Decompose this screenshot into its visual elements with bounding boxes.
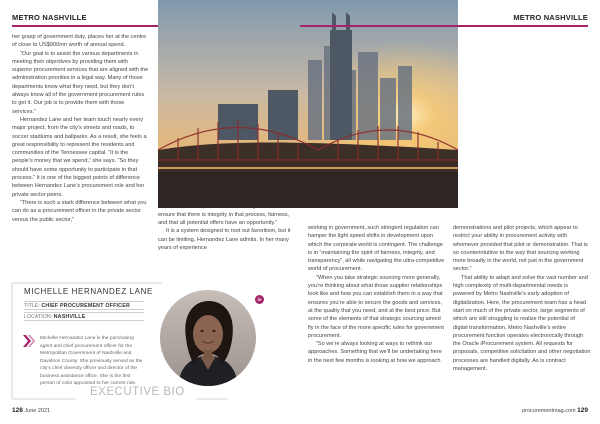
bio-location-key: LOCATION: xyxy=(24,314,53,320)
top-rule-right xyxy=(300,25,588,27)
paragraph: ensure that there is integrity in that process, fairness, and that all potential offers have an opportunity.” xyxy=(158,211,290,227)
right-column-2 xyxy=(453,224,591,373)
chevron-right-icon xyxy=(22,335,36,347)
page-number-right: 129 xyxy=(577,407,588,414)
paragraph: “Our goal is to assist the various departments in meeting their objectives by providing them with superior procurement services that are aligned with the administration priorities in a legal way. Many of those departments know what they need, but they don’t always know all of the government procurement rules to get it. Our job is to provide them with those services.” xyxy=(12,50,149,115)
bio-name: MICHELLE HERNANDEZ LANE xyxy=(24,287,153,296)
paragraph: her grasp of government duty, places her at the centre of close to US$900mn worth of annual spend. xyxy=(12,34,147,49)
section-label-left: METRO NASHVILLE xyxy=(12,13,87,22)
bio-description: Michelle Hernandez Lane is the purchasing agent and chief procurement officer for the Metropolitan Government of Nashville and Davidson County. She previously served as the city’s chief diversity officer and director of the business assistance office. She is the first person of color appointed to her current role. xyxy=(40,336,143,386)
portrait-photo xyxy=(160,290,256,386)
paragraph: “So we’re always looking at ways to rethink our approaches. Something that we’ll be undertaking here in the next few months is looking at how we approach xyxy=(308,341,442,364)
section-label-right: METRO NASHVILLE xyxy=(513,13,588,22)
paragraph: “There is such a stark difference between what you can do as a procurement officer in the private sector versus the public sector,” xyxy=(12,199,147,223)
bio-location-value: NASHVILLE xyxy=(53,314,86,320)
right-page xyxy=(300,0,600,424)
right-column-1 xyxy=(308,224,446,365)
bio-location-row xyxy=(24,312,144,321)
page-number-left: 128 xyxy=(12,407,23,414)
footer-right xyxy=(522,407,588,414)
website: procurementmag.com xyxy=(522,408,576,414)
footer-left xyxy=(12,407,50,414)
left-column-1 xyxy=(12,33,149,224)
paragraph: It is a system designed to root out favoritism, but it can be limiting, Hernandez Lane admits. In her many years of experience xyxy=(158,228,291,252)
bio-title-row xyxy=(24,301,144,310)
executive-bio xyxy=(10,281,262,405)
bio-title-value: CHIEF PROCUREMENT OFFICER xyxy=(41,303,130,309)
bio-title-key: TITLE: xyxy=(24,303,40,309)
paragraph: Hernandez Lane and her team touch nearly every major project, from the city’s streets and roads, to soccer stadiums and ballparks. As a result, she feels a great responsibility to represent the residents and communities of the Tennessee capital. “It is the people’s money that we spend,” she says. “So they should have some opportunity to participate in that process.” It is one of the biggest points of difference between Hernandez Lane’s procurement role and her private sector peers. xyxy=(12,116,147,198)
paragraph: That ability to adapt and solve the vast number and high complexity of multi-departmental needs is powered by Metro Nashville’s early adoption of digitalization. Here, the procurement team has a head start on much of the private sector, large segments of which are still struggling to realize the potential of digital transformation. Metro Nashville’s entire procurement function operates electronically through the Oracle iProcurement system. All requests for proposals, competitive solicitation and other negotiation processes are handled digitally. As is contract management. xyxy=(453,274,591,373)
issue-date: June 2021 xyxy=(24,408,51,414)
paragraph: working in government, such stringent regulation can hamper the light speed shifts in development upon which the corporate world is contingent. The challenge is in “maintaining the spirit of fairness, integrity, and transparency”, all while navigating the ultra-competitive world of procurement. xyxy=(308,225,445,273)
bio-heading: EXECUTIVE BIO xyxy=(90,386,185,398)
paragraph: “When you take strategic sourcing more generally, you’re thinking about what those supplier relationships look like and how you can establish them in a way that ensures you’re able to secure the goods and services, at the quality that you need, and at the best price. But some of the elements of that strategic sourcing aimed fly in the face of the more specific rules for government procurement. xyxy=(308,274,444,339)
paragraph: demonstrations and pilot projects, which appear to restrict your ability in procurement activity with whomever provided that pilot or demonstration. That is so counterintuitive to the way that sourcing working more broadly in the world, not just in the government sector.” xyxy=(453,225,588,273)
linkedin-icon[interactable]: in xyxy=(255,295,264,304)
